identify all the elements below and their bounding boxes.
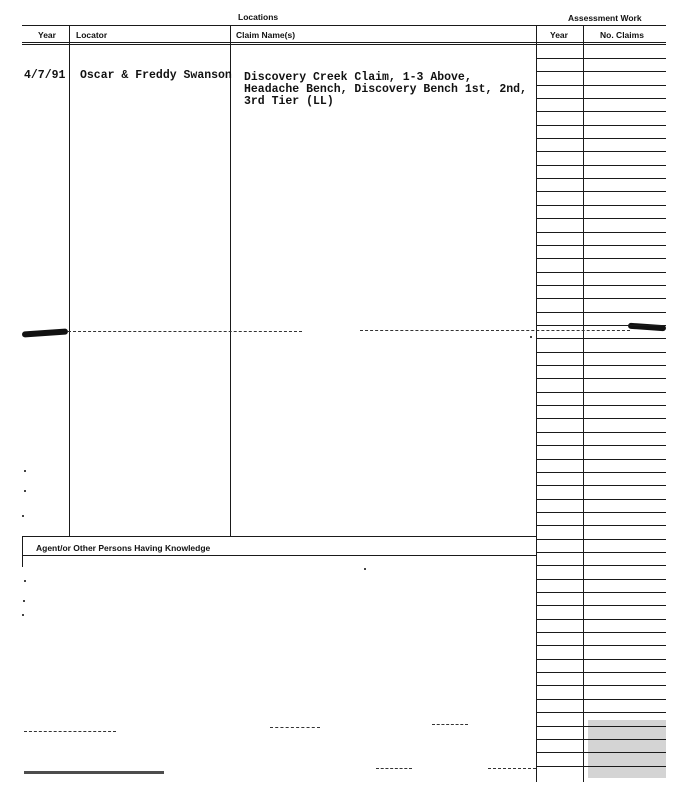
aw-row-line <box>537 592 666 593</box>
col-header-locator: Locator <box>76 30 108 40</box>
aw-row-line <box>537 432 666 433</box>
scan-speck <box>530 336 532 338</box>
aw-row-line <box>537 445 666 446</box>
agent-section-label: Agent/or Other Persons Having Knowledge <box>36 543 211 553</box>
ink-smudge-right <box>628 323 666 332</box>
scan-noise-line-3 <box>432 724 468 725</box>
header-bottom-rule-2 <box>22 44 666 45</box>
aw-row-line <box>537 632 666 633</box>
aw-row-line <box>537 392 666 393</box>
aw-row-line <box>537 352 666 353</box>
aw-row-line <box>537 739 666 740</box>
aw-row-line <box>537 552 666 553</box>
col-header-aw-claims: No. Claims <box>600 30 644 40</box>
aw-row-line <box>537 512 666 513</box>
scan-speck <box>24 490 26 492</box>
aw-row-line <box>537 138 666 139</box>
scan-noise-block <box>588 720 666 778</box>
agent-section-label-rule <box>22 555 537 556</box>
aw-row-line <box>537 298 666 299</box>
aw-row-line <box>537 565 666 566</box>
aw-row-line <box>537 605 666 606</box>
scan-noise-line-2 <box>270 727 320 728</box>
entry-locator: Oscar & Freddy Swanson <box>80 69 232 82</box>
aw-row-line <box>537 258 666 259</box>
aw-row-line <box>537 459 666 460</box>
col-divider-locator <box>230 26 231 536</box>
col-header-claim-names: Claim Name(s) <box>236 30 296 40</box>
aw-row-line <box>537 312 666 313</box>
aw-row-line <box>537 325 666 326</box>
aw-row-line <box>537 272 666 273</box>
aw-row-line <box>537 205 666 206</box>
header-bottom-rule <box>22 42 666 43</box>
aw-row-line <box>537 672 666 673</box>
scan-speck <box>22 614 24 616</box>
scan-speck <box>364 568 366 570</box>
col-divider-year <box>69 26 70 536</box>
entry-claim-names: Discovery Creek Claim, 1-3 Above, Headache Bench, Discovery Bench 1st, 2nd, 3rd Tier (LL) <box>244 71 527 108</box>
scan-noise-bar-1 <box>24 771 164 774</box>
aw-row-line <box>537 165 666 166</box>
aw-row-line <box>537 151 666 152</box>
aw-row-line <box>537 125 666 126</box>
aw-row-line <box>537 418 666 419</box>
aw-row-line <box>537 285 666 286</box>
scan-speck <box>24 580 26 582</box>
aw-row-line <box>537 178 666 179</box>
aw-row-line <box>537 539 666 540</box>
fold-line-right <box>360 330 630 331</box>
agent-section-left-edge <box>22 537 23 567</box>
col-divider-claims <box>536 26 537 782</box>
col-header-aw-year: Year <box>550 30 568 40</box>
aw-row-line <box>537 525 666 526</box>
aw-row-line <box>537 378 666 379</box>
entry-year: 4/7/91 <box>24 69 66 82</box>
agent-section-top-rule <box>22 536 537 537</box>
aw-row-line <box>537 699 666 700</box>
aw-row-line <box>537 232 666 233</box>
col-header-year: Year <box>38 30 56 40</box>
aw-row-line <box>537 619 666 620</box>
aw-row-line <box>537 485 666 486</box>
scan-noise-line-4 <box>376 768 412 769</box>
aw-row-line <box>537 218 666 219</box>
fold-line-left <box>68 331 302 332</box>
aw-row-line <box>537 472 666 473</box>
aw-row-line <box>537 659 666 660</box>
aw-row-line <box>537 338 666 339</box>
aw-row-line <box>537 726 666 727</box>
aw-row-line <box>537 245 666 246</box>
aw-row-line <box>537 191 666 192</box>
scan-speck <box>24 470 26 472</box>
scan-speck <box>22 515 24 517</box>
aw-row-line <box>537 499 666 500</box>
locations-label: Locations <box>238 12 279 22</box>
aw-row-line <box>537 58 666 59</box>
ink-smudge-left <box>22 328 68 337</box>
header-top-rule <box>22 25 666 26</box>
aw-row-line <box>537 752 666 753</box>
aw-row-line <box>537 405 666 406</box>
scan-speck <box>23 600 25 602</box>
aw-row-line <box>537 71 666 72</box>
aw-row-line <box>537 766 666 767</box>
aw-row-line <box>537 645 666 646</box>
aw-row-line <box>537 111 666 112</box>
assessment-work-label: Assessment Work <box>568 13 642 23</box>
scan-noise-line-1 <box>24 731 116 732</box>
col-divider-aw-year <box>583 26 584 782</box>
aw-row-line <box>537 712 666 713</box>
aw-row-line <box>537 579 666 580</box>
scan-noise-line-5 <box>488 768 536 769</box>
aw-row-line <box>537 365 666 366</box>
aw-row-line <box>537 98 666 99</box>
aw-row-line <box>537 685 666 686</box>
aw-row-line <box>537 85 666 86</box>
